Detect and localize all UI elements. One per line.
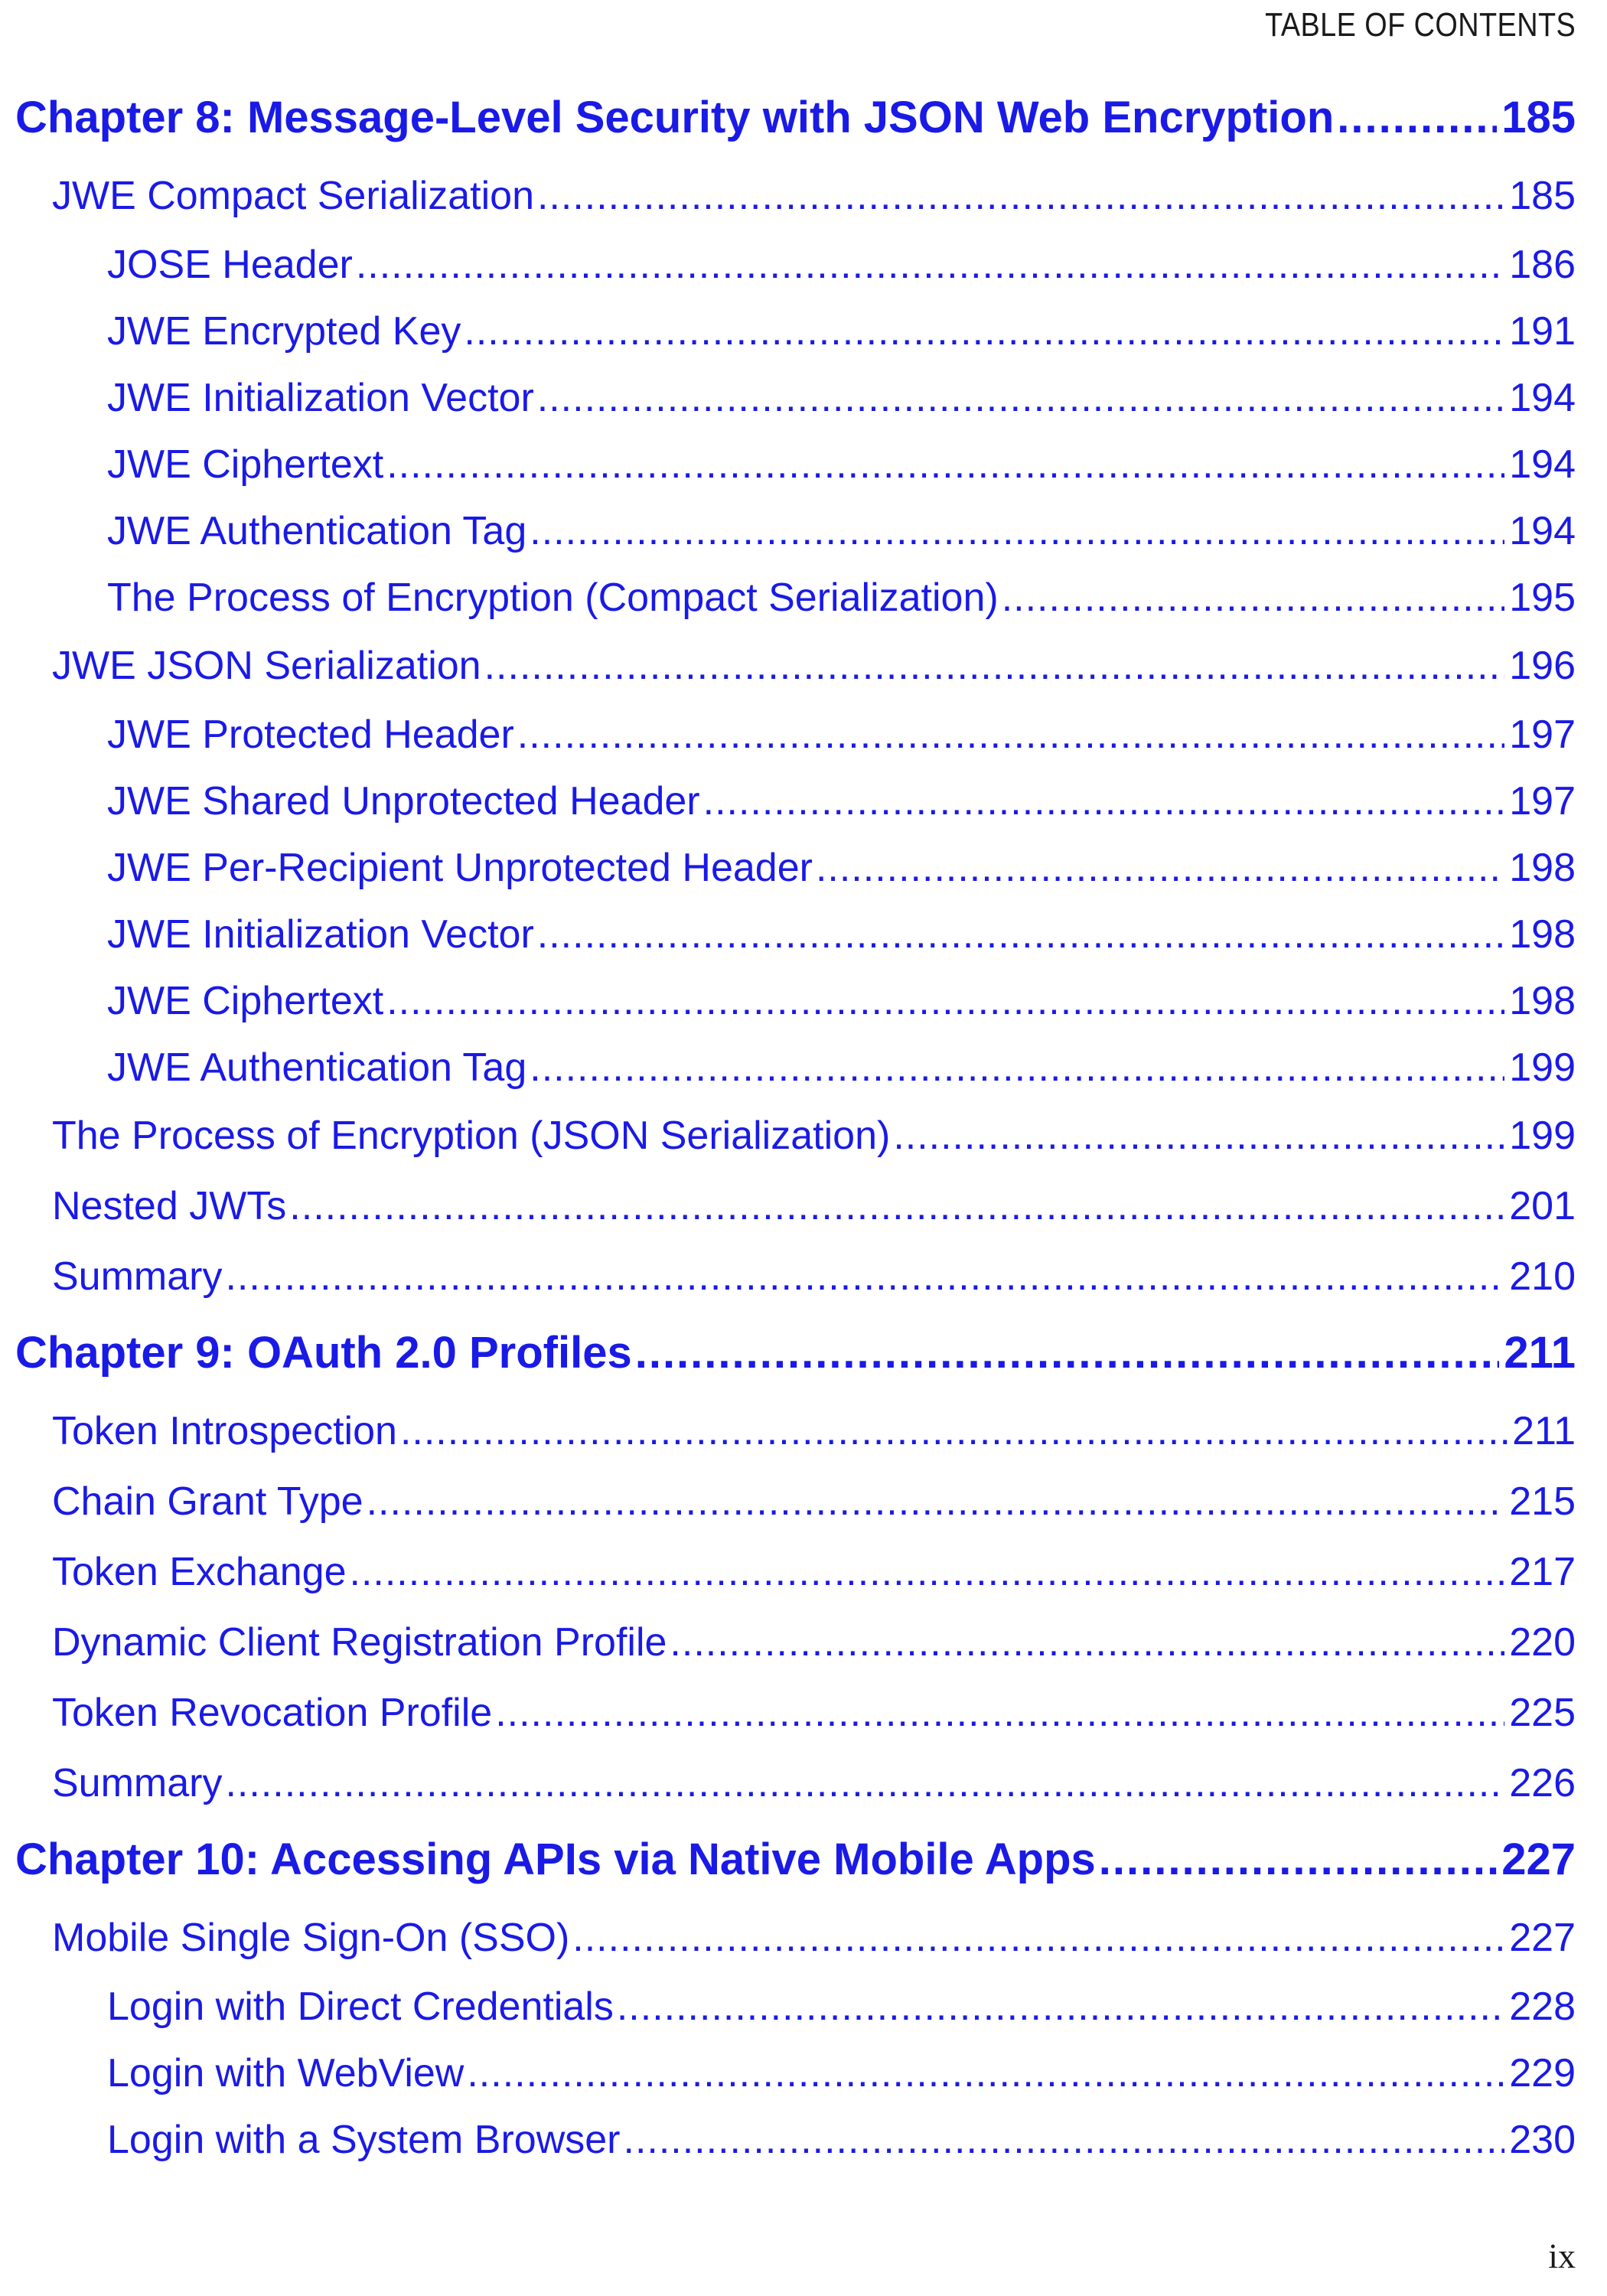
- toc-subsection-link[interactable]: [15, 497, 1576, 564]
- toc-section-link[interactable]: [15, 1466, 1576, 1537]
- toc-entry-title: The Process of Encryption (Compact Serialization): [107, 575, 999, 620]
- toc-entry-page-number: 230: [1509, 2117, 1576, 2162]
- toc-subsection-link[interactable]: [15, 701, 1576, 768]
- toc-entry-page-number: 215: [1509, 1479, 1576, 1524]
- dot-leader: [484, 643, 1505, 689]
- dot-leader: [635, 1327, 1500, 1378]
- chapter-block: [15, 1327, 1576, 1818]
- toc-entry-title: JWE Shared Unprotected Header: [107, 778, 700, 823]
- toc-entry-title: JWE Ciphertext: [107, 442, 384, 487]
- toc-entry-title: The Process of Encryption (JSON Serialization): [52, 1114, 891, 1158]
- toc-entry-page-number: 226: [1509, 1761, 1576, 1805]
- dot-leader: [537, 173, 1504, 219]
- toc-section-link[interactable]: [15, 1171, 1576, 1241]
- toc-entry-title: JWE Compact Serialization: [52, 174, 534, 218]
- toc-entry-page-number: 198: [1509, 845, 1576, 890]
- toc-entry-title: JWE Initialization Vector: [107, 912, 534, 957]
- dot-leader: [617, 1984, 1504, 2030]
- toc-entry-page-number: 196: [1509, 644, 1576, 688]
- toc-subsection-link[interactable]: [15, 768, 1576, 834]
- toc-entry-title: Login with a System Browser: [107, 2117, 621, 2162]
- dot-leader: [350, 1549, 1505, 1595]
- toc-entry-title: JWE Authentication Tag: [107, 508, 527, 553]
- toc-entry-page-number: 220: [1509, 1620, 1576, 1665]
- chapter-block: [15, 92, 1576, 1312]
- toc-section-link[interactable]: [15, 1396, 1576, 1466]
- dot-leader: [670, 1619, 1504, 1665]
- dot-leader: [530, 508, 1504, 554]
- toc-entry-title: Login with Direct Credentials: [107, 1984, 614, 2029]
- toc-entry-page-number: 198: [1509, 978, 1576, 1023]
- dot-leader: [225, 1254, 1504, 1300]
- toc-subsection-link[interactable]: [15, 967, 1576, 1034]
- toc-entry-title: JWE Per-Recipient Unprotected Header: [107, 845, 813, 890]
- toc-entry-page-number: 211: [1504, 1328, 1576, 1378]
- dot-leader: [356, 242, 1504, 288]
- toc-entry-page-number: 197: [1509, 778, 1576, 823]
- toc-subsection-link[interactable]: [15, 834, 1576, 901]
- toc-section-link[interactable]: [15, 1607, 1576, 1678]
- toc-entry-page-number: 186: [1509, 242, 1576, 287]
- toc-entry-page-number: 199: [1509, 1114, 1576, 1158]
- chapter-heading-link[interactable]: [15, 1327, 1576, 1385]
- toc-entry-title: Token Exchange: [52, 1550, 347, 1594]
- toc-entry-page-number: 194: [1509, 508, 1576, 553]
- toc-subsection-link[interactable]: [15, 364, 1576, 431]
- toc-entry-title: JWE Ciphertext: [107, 978, 384, 1023]
- toc-entry-page-number: 198: [1509, 912, 1576, 957]
- toc-entry-title: JWE Authentication Tag: [107, 1045, 527, 1090]
- dot-leader: [1002, 575, 1505, 621]
- toc-subsection-link[interactable]: [15, 1034, 1576, 1101]
- toc-section-link[interactable]: [15, 631, 1576, 701]
- toc-entry-page-number: 210: [1509, 1254, 1576, 1299]
- toc-entry-page-number: 197: [1509, 712, 1576, 757]
- toc-entry-title: Dynamic Client Registration Profile: [52, 1620, 667, 1665]
- toc-entry-page-number: 191: [1509, 308, 1576, 354]
- toc-section-link[interactable]: [15, 1101, 1576, 1171]
- dot-leader: [1337, 92, 1497, 143]
- toc-subsection-link[interactable]: [15, 431, 1576, 497]
- toc-entry-title: JWE Initialization Vector: [107, 375, 534, 420]
- toc-entry-title: Chain Grant Type: [52, 1479, 363, 1524]
- toc-entry-title: Summary: [52, 1761, 223, 1805]
- dot-leader: [467, 2050, 1504, 2096]
- dot-leader: [464, 308, 1504, 354]
- toc-entry-title: Mobile Single Sign-On (SSO): [52, 1916, 570, 1960]
- toc-subsection-link[interactable]: [15, 564, 1576, 631]
- dot-leader: [816, 845, 1504, 891]
- toc-entry-page-number: 211: [1512, 1409, 1576, 1453]
- toc-subsection-link[interactable]: [15, 1973, 1576, 2040]
- toc-entry-page-number: 228: [1509, 1984, 1576, 2029]
- dot-leader: [386, 978, 1504, 1024]
- toc-entry-page-number: 195: [1509, 575, 1576, 620]
- toc-entry-title: JOSE Header: [107, 242, 353, 287]
- chapter-block: [15, 1834, 1576, 2173]
- dot-leader: [893, 1113, 1504, 1159]
- toc-entry-title: Chapter 8: Message-Level Security with JSON Web Encryption: [15, 93, 1335, 142]
- toc-subsection-link[interactable]: [15, 901, 1576, 967]
- dot-leader: [537, 912, 1504, 957]
- dot-leader: [572, 1915, 1504, 1961]
- toc-subsection-link[interactable]: [15, 298, 1576, 364]
- toc-entry-page-number: 194: [1509, 442, 1576, 487]
- dot-leader: [495, 1690, 1504, 1736]
- toc-entry-page-number: 185: [1509, 174, 1576, 218]
- toc-entry-page-number: 229: [1509, 2050, 1576, 2095]
- dot-leader: [1099, 1834, 1497, 1885]
- table-of-contents: [15, 92, 1576, 2173]
- chapter-heading-link[interactable]: [15, 92, 1576, 150]
- toc-section-link[interactable]: [15, 1678, 1576, 1748]
- page-number: ix: [1548, 2236, 1576, 2275]
- toc-subsection-link[interactable]: [15, 2040, 1576, 2106]
- toc-section-link[interactable]: [15, 1537, 1576, 1607]
- toc-section-link[interactable]: [15, 161, 1576, 231]
- toc-entry-page-number: 227: [1509, 1916, 1576, 1960]
- toc-entry-page-number: 217: [1509, 1550, 1576, 1594]
- toc-entry-title: Chapter 10: Accessing APIs via Native Mobile Apps: [15, 1835, 1096, 1884]
- dot-leader: [289, 1183, 1504, 1229]
- chapter-heading-link[interactable]: [15, 1834, 1576, 1892]
- toc-entry-title: JWE Protected Header: [107, 712, 514, 757]
- toc-entry-title: Token Revocation Profile: [52, 1691, 493, 1735]
- toc-entry-title: Chapter 9: OAuth 2.0 Profiles: [15, 1328, 632, 1378]
- dot-leader: [624, 2117, 1505, 2163]
- toc-entry-page-number: 185: [1501, 93, 1576, 142]
- toc-entry-title: JWE JSON Serialization: [52, 644, 481, 688]
- dot-leader: [225, 1760, 1504, 1806]
- dot-leader: [367, 1479, 1505, 1525]
- toc-entry-title: Nested JWTs: [52, 1184, 287, 1228]
- toc-entry-page-number: 201: [1509, 1184, 1576, 1228]
- toc-section-link[interactable]: [15, 1241, 1576, 1312]
- dot-leader: [517, 712, 1504, 758]
- toc-section-link[interactable]: [15, 1748, 1576, 1818]
- toc-entry-title: Token Introspection: [52, 1409, 397, 1453]
- dot-leader: [400, 1408, 1508, 1454]
- running-header: TABLE OF CONTENTS: [1264, 6, 1576, 44]
- toc-entry-title: Summary: [52, 1254, 223, 1299]
- toc-section-link[interactable]: [15, 1903, 1576, 1973]
- toc-entry-title: Login with WebView: [107, 2050, 464, 2095]
- dot-leader: [703, 778, 1505, 824]
- dot-leader: [537, 375, 1504, 421]
- dot-leader: [386, 442, 1504, 488]
- toc-entry-page-number: 194: [1509, 375, 1576, 420]
- toc-entry-page-number: 225: [1509, 1691, 1576, 1735]
- dot-leader: [530, 1045, 1504, 1091]
- toc-subsection-link[interactable]: [15, 231, 1576, 298]
- toc-entry-page-number: 227: [1501, 1835, 1576, 1884]
- toc-entry-page-number: 199: [1509, 1045, 1576, 1090]
- toc-entry-title: JWE Encrypted Key: [107, 308, 461, 354]
- toc-subsection-link[interactable]: [15, 2106, 1576, 2173]
